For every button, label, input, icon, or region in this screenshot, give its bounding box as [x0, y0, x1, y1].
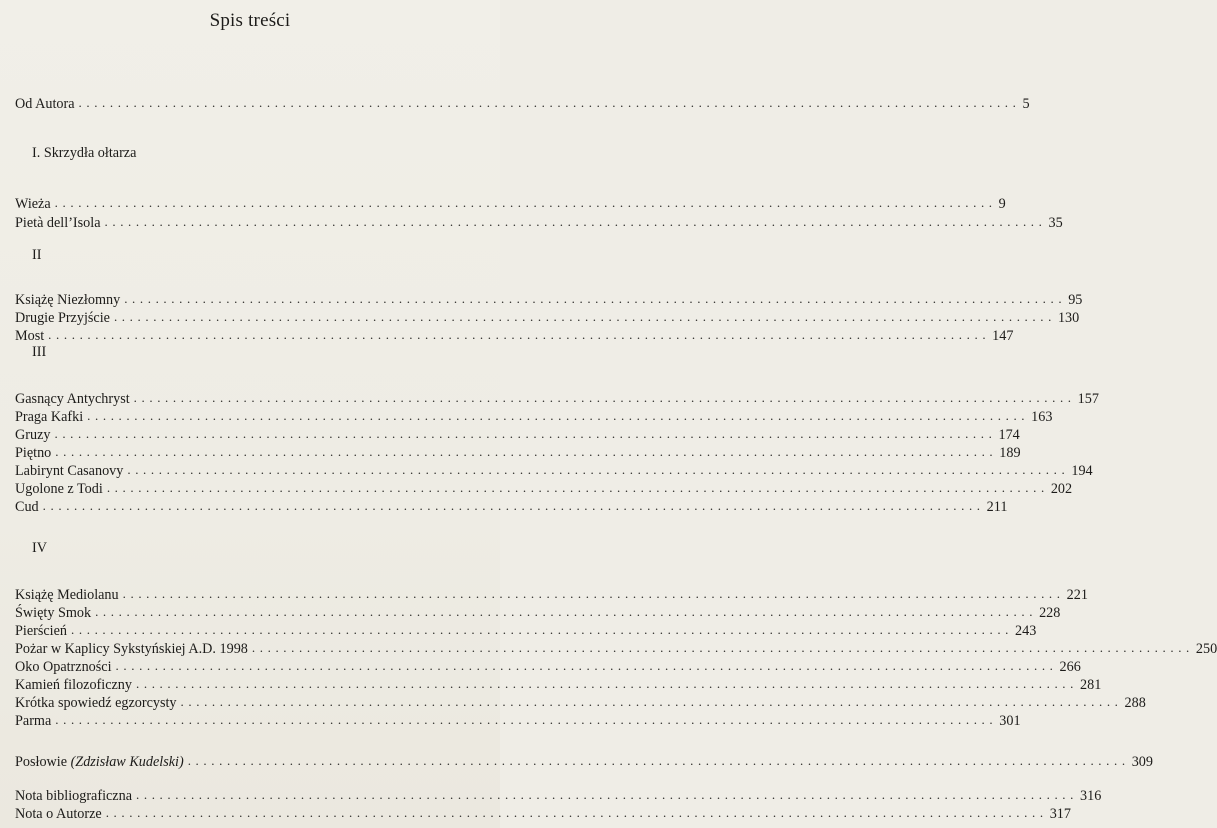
toc-entry: [15, 585, 1088, 603]
toc-entry: [15, 425, 1020, 443]
toc-entry-label: Święty Smok: [15, 605, 92, 621]
toc-leader-dots: ........................................................................................................................: [78, 95, 1021, 110]
toc-entry-page: 95: [1068, 292, 1083, 308]
toc-leader-dots: ........................................................................................................................: [115, 658, 1058, 673]
toc-entry-label: Kamień filozoficzny: [15, 677, 132, 693]
toc-entry: [15, 308, 1080, 326]
toc-leader-dots: ........................................................................................................................: [106, 480, 1049, 495]
toc-entry: [15, 407, 1053, 425]
toc-leader-dots: ........................................................................................................................: [105, 805, 1048, 820]
toc-entry: [15, 786, 1102, 804]
toc-entry: [15, 194, 1006, 212]
toc-leader-dots: ........................................................................................................................: [71, 622, 1014, 637]
toc-entry-label: Gruzy: [15, 427, 51, 443]
toc-entry-label: [15, 754, 188, 770]
section-heading: IV: [32, 540, 47, 556]
toc-entry-page: 309: [1131, 754, 1153, 770]
toc-entry: [15, 675, 1102, 693]
toc-entry: [15, 326, 1014, 344]
toc-entry-label: Most: [15, 328, 45, 344]
toc-entry-label: Drugie Przyjście: [15, 310, 110, 326]
toc-entry-page: 157: [1077, 391, 1099, 407]
toc-entry-label: Oko Opatrzności: [15, 659, 112, 675]
toc-entry: [15, 94, 1030, 112]
section-heading: I. Skrzydła ołtarza: [32, 145, 137, 161]
toc-entry-label: Ugolone z Todi: [15, 481, 103, 497]
toc-entry-label: Nota o Autorze: [15, 806, 102, 822]
toc-leader-dots: ........................................................................................................................: [104, 214, 1047, 229]
toc-entry-label-author: (Zdzisław Kudelski): [70, 754, 184, 770]
toc-leader-dots: ........................................................................................................................: [48, 327, 991, 342]
toc-entry-page: 5: [1022, 96, 1030, 112]
toc-entry-label: Krótka spowiedź egzorcysty: [15, 695, 177, 711]
toc-entry-label: Pierścień: [15, 623, 68, 639]
toc-entry-label: Labirynt Casanovy: [15, 463, 124, 479]
toc-leader-dots: ........................................................................................................................: [55, 712, 998, 727]
toc-entry: [15, 657, 1081, 675]
toc-leader-dots: ........................................................................................................................: [127, 462, 1070, 477]
toc-entry-label: Piętno: [15, 445, 52, 461]
toc-entry-page: 243: [1015, 623, 1037, 639]
toc-entry-label: Parma: [15, 713, 52, 729]
toc-entry-page: 221: [1066, 587, 1088, 603]
toc-entry: [15, 804, 1071, 822]
toc-entry-page: 266: [1059, 659, 1081, 675]
toc-entry: [15, 389, 1099, 407]
toc-entry-label-text: Posłowie: [15, 754, 68, 770]
toc-entry-label: Wieża: [15, 196, 51, 212]
toc-leader-dots: ........................................................................................................................: [133, 390, 1076, 405]
toc-leader-dots: ........................................................................................................................: [124, 291, 1067, 306]
toc-entry: [15, 693, 1146, 711]
toc-leader-dots: ........................................................................................................................: [95, 604, 1038, 619]
toc-entry-page: 35: [1048, 215, 1063, 231]
toc-leader-dots: ........................................................................................................................: [87, 408, 1030, 423]
toc-leader-dots: ........................................................................................................................: [113, 309, 1056, 324]
toc-entry-page: 202: [1050, 481, 1073, 497]
toc-entry-page: 194: [1071, 463, 1093, 479]
toc-entry-label: Cud: [15, 499, 39, 515]
toc-entry: [15, 711, 1021, 729]
toc-entry-label: Książę Mediolanu: [15, 587, 119, 603]
section-heading: III: [32, 344, 47, 360]
toc-entry-label: Książę Niezłomny: [15, 292, 121, 308]
toc-entry-page: 174: [998, 427, 1020, 443]
toc-leader-dots: ........................................................................................................................: [136, 787, 1078, 802]
toc-entry-page: 211: [986, 499, 1008, 515]
toc-entry-page: 301: [999, 713, 1021, 729]
toc-entry-page: 130: [1057, 310, 1080, 326]
toc-entry-page: 163: [1031, 409, 1053, 425]
toc-entry-label: Od Autora: [15, 96, 75, 112]
toc-entry: [15, 479, 1073, 497]
toc-entry-page: 281: [1080, 677, 1102, 693]
toc-leader-dots: ........................................................................................................................: [42, 498, 985, 513]
toc-entry-page: 288: [1124, 695, 1146, 711]
toc-leader-dots: ........................................................................................................................: [122, 586, 1065, 601]
toc-leader-dots: ........................................................................................................................: [187, 753, 1130, 768]
toc-entry: [15, 752, 1153, 770]
toc-entry-label: Pożar w Kaplicy Sykstyńskiej A.D. 1998: [15, 641, 248, 657]
toc-entry-page: 9: [998, 196, 1006, 212]
toc-leader-dots: ........................................................................................................................: [55, 444, 998, 459]
toc-entry: [15, 443, 1021, 461]
toc-entry-page: 189: [999, 445, 1021, 461]
toc-entry: [15, 621, 1037, 639]
section-heading: II: [32, 247, 42, 263]
toc-entry-label: Nota bibliograficzna: [15, 788, 132, 804]
toc-entry: [15, 497, 1008, 515]
toc-entry-page: 147: [992, 328, 1014, 344]
toc-leader-dots: ........................................................................................................................: [251, 640, 1194, 655]
toc-entry: [15, 461, 1093, 479]
toc-entry: [15, 603, 1061, 621]
toc-entry-page: 250: [1195, 641, 1217, 657]
page-title: Spis treści: [209, 10, 291, 31]
toc-entry-label: Praga Kafki: [15, 409, 84, 425]
toc-entry-page: 317: [1049, 806, 1071, 822]
toc-entry-label: Pietà dell’Isola: [15, 215, 101, 231]
toc-entry-page: 228: [1039, 605, 1061, 621]
toc-leader-dots: ........................................................................................................................: [54, 426, 997, 441]
toc-entry: [15, 213, 1063, 231]
toc-leader-dots: ........................................................................................................................: [180, 694, 1123, 709]
toc-entry: [15, 639, 1217, 657]
toc-entry-page: 316: [1080, 788, 1102, 804]
toc-entry-label: Gasnący Antychryst: [15, 391, 130, 407]
toc-entry: [15, 290, 1083, 308]
toc-leader-dots: ........................................................................................................................: [136, 676, 1078, 691]
toc-leader-dots: ........................................................................................................................: [54, 195, 997, 210]
